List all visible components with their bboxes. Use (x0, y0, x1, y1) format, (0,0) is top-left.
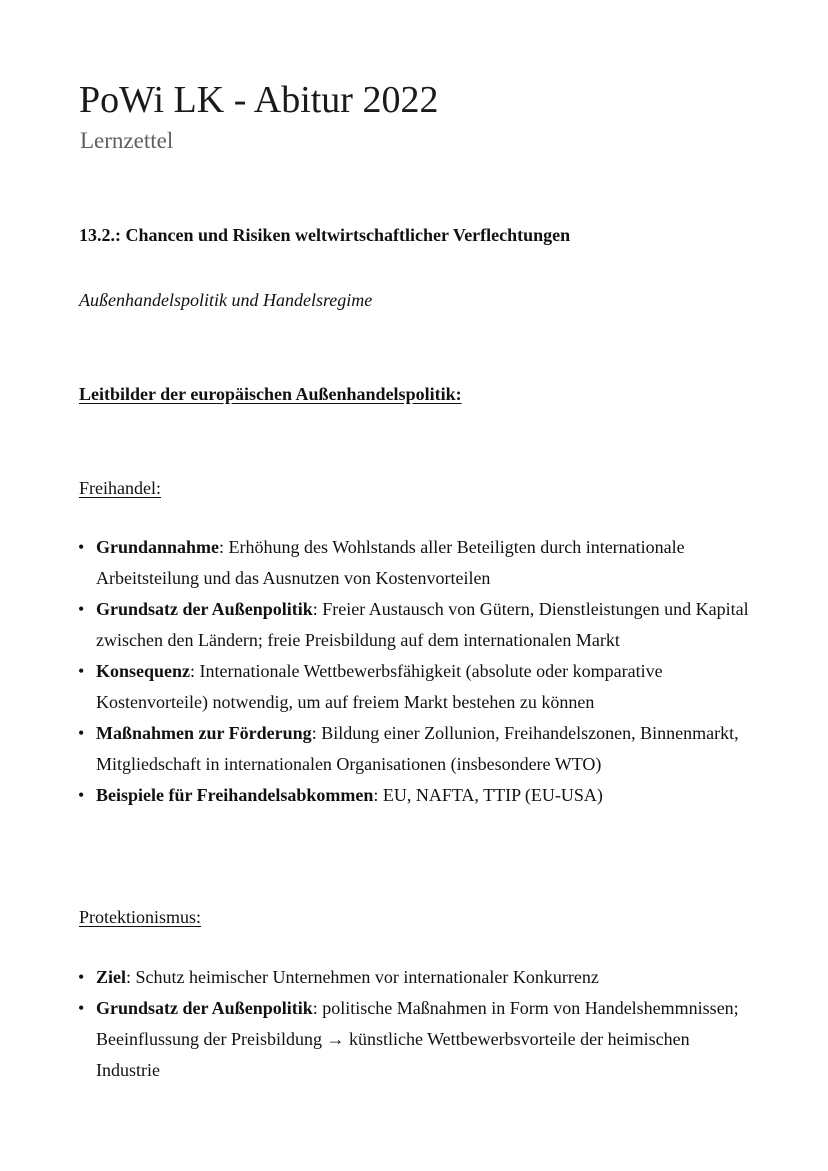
list-item-text: : Freier Austausch von Gütern, Dienstleistungen und Kapital zwischen den Ländern; freie Preisbildung auf dem internationalen Markt (96, 599, 749, 650)
bullet-icon: • (78, 785, 85, 805)
protektionismus-list (74, 962, 754, 1086)
section-heading: 13.2.: Chancen und Risiken weltwirtschaftlicher Verflechtungen (79, 225, 571, 245)
list-item (74, 780, 754, 811)
list-item (74, 594, 754, 656)
bullet-icon: • (78, 599, 85, 619)
list-item (74, 993, 754, 1086)
leitbilder-heading: Leitbilder der europäischen Außenhandelspolitik: (79, 384, 462, 404)
list-item (74, 962, 754, 993)
document-subtitle: Lernzettel (80, 128, 174, 153)
list-item-text: : Internationale Wettbewerbsfähigkeit (absolute oder komparative Kostenvorteile) notwendig, um auf freiem Markt bestehen zu können (96, 661, 663, 712)
bullet-icon: • (78, 661, 85, 681)
list-item-text: : EU, NAFTA, TTIP (EU-USA) (373, 785, 603, 805)
list-item-text: : Erhöhung des Wohlstands aller Beteiligten durch internationale Arbeitsteilung und das Ausnutzen von Kostenvorteilen (96, 537, 685, 588)
list-item-text: : Schutz heimischer Unternehmen vor internationaler Konkurrenz (126, 967, 599, 987)
list-item (74, 656, 754, 718)
topic-subheading: Außenhandelspolitik und Handelsregime (79, 290, 373, 310)
list-item-text: : Bildung einer Zollunion, Freihandelszonen, Binnenmarkt, Mitgliedschaft in internationalen Organisationen (insbesondere WTO) (96, 723, 739, 774)
list-item-term: Grundsatz der Außenpolitik (96, 599, 313, 619)
list-item-text: : politische Maßnahmen in Form von Handelshemmnissen; Beeinflussung der Preisbildung → künstliche Wettbewerbsvorteile der heimischen Industrie (96, 998, 739, 1080)
bullet-icon: • (78, 998, 85, 1018)
bullet-icon: • (78, 723, 85, 743)
protektionismus-heading: Protektionismus: (79, 907, 202, 927)
list-item-term: Ziel (96, 967, 126, 987)
list-item (74, 532, 754, 594)
freihandel-heading: Freihandel: (79, 478, 161, 498)
list-item (74, 718, 754, 780)
bullet-icon: • (78, 537, 85, 557)
list-item-term: Beispiele für Freihandelsabkommen (96, 785, 374, 805)
document-title: PoWi LK - Abitur 2022 (79, 79, 439, 121)
freihandel-list (74, 532, 754, 811)
list-item-term: Konsequenz (96, 661, 191, 681)
list-item-term: Grundannahme (96, 537, 220, 557)
list-item-term: Maßnahmen zur Förderung (96, 723, 312, 743)
bullet-icon: • (78, 967, 85, 987)
list-item-term: Grundsatz der Außenpolitik (96, 998, 313, 1018)
